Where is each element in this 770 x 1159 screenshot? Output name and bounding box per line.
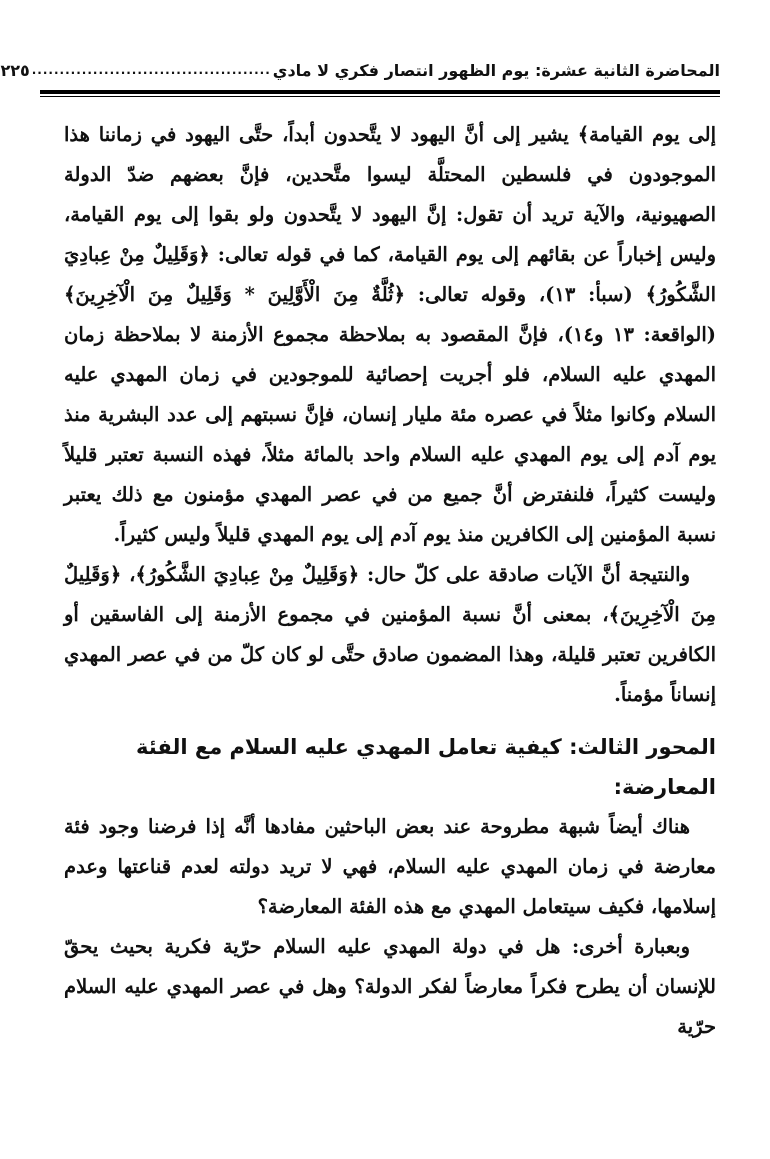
- body-text: [64, 115, 716, 1047]
- paragraph-2: والنتيجة أنَّ الآيات صادقة على كلّ حال: ﴿وَقَلِيلٌ مِنْ عِبادِيَ الشَّكُورُ﴾، ﴿وَقَلِيلٌ مِنَ الْآخِرِينَ﴾، بمعنى أنَّ نسبة المؤمنين في مجموع الأزمنة إلى الفاسقين أو الكافرين تعتبر قليلة، وهذا المضمون صادق حتَّى لو كان كلّ من في عصر المهدي إنساناً مؤمناً.: [64, 563, 716, 706]
- header-rule-thick: [40, 90, 720, 94]
- paragraph-1: إلى يوم القيامة﴾ يشير إلى أنَّ اليهود لا يتَّحدون أبداً، حتَّى اليهود في زماننا هذا الموجودون في فلسطين المحتلَّة ليسوا متَّحدين، فإنَّ بعضهم ضدّ الدولة الصهيونية، والآية تريد أن تقول: إنَّ اليهود لا يتَّحدون ولو بقوا إلى يوم القيامة، وليس إخباراً عن بقائهم إلى يوم القيامة، كما في قوله تعالى: ﴿وَقَلِيلٌ مِنْ عِبادِيَ الشَّكُورُ﴾ (سبأ: ١٣)، وقوله تعالى: ﴿ثُلَّةٌ مِنَ الْأَوَّلِينَ * وَقَلِيلٌ مِنَ الْآخِرِينَ﴾ (الواقعة: ١٣ و١٤)، فإنَّ المقصود به بملاحظة مجموع الأزمنة لا بملاحظة زمان المهدي عليه السلام، فلو أجريت إحصائية للموجودين في زمان المهدي عليه السلام وكانوا مثلاً في عصره مئة مليار إنسان، فإنَّ نسبتهم إلى عدد البشرية منذ يوم آدم إلى يوم المهدي عليه السلام واحد بالمائة مثلاً، فهذه النسبة تعتبر قليلاً وليست كثيراً، فلنفترض أنَّ جميع من في عصر المهدي مؤمنون مع ذلك يعتبر نسبة المؤمنين إلى الكافرين منذ يوم آدم إلى يوم المهدي قليلاً وليس كثيراً.: [64, 123, 717, 546]
- running-head: [0, 56, 720, 84]
- chapter-title: المحاضرة الثانية عشرة: يوم الظهور انتصار فكري لا مادي: [272, 60, 720, 80]
- section-heading: المحور الثالث: كيفية تعامل المهدي عليه السلام مع الفئة المعارضة:: [136, 735, 716, 799]
- header-rule-thin: [40, 96, 720, 97]
- leader-dots: ...........................................: [31, 63, 271, 77]
- section-paragraph-2: وبعبارة أخرى: هل في دولة المهدي عليه السلام حرّية فكرية بحيث يحقّ للإنسان أن يطرح فكراً معارضاً لفكر الدولة؟ وهل في عصر المهدي عليه السلام حرّية: [64, 935, 716, 1038]
- section-paragraph-1: هناك أيضاً شبهة مطروحة عند بعض الباحثين مفادها أنَّه إذا فرضنا وجود فئة معارضة في زمان المهدي عليه السلام، فهي لا تريد دولته لعدم قناعتها وعدم إسلامها، فكيف سيتعامل المهدي مع هذه الفئة المعارضة؟: [64, 815, 716, 918]
- page-number: ٢٢٥: [0, 60, 30, 80]
